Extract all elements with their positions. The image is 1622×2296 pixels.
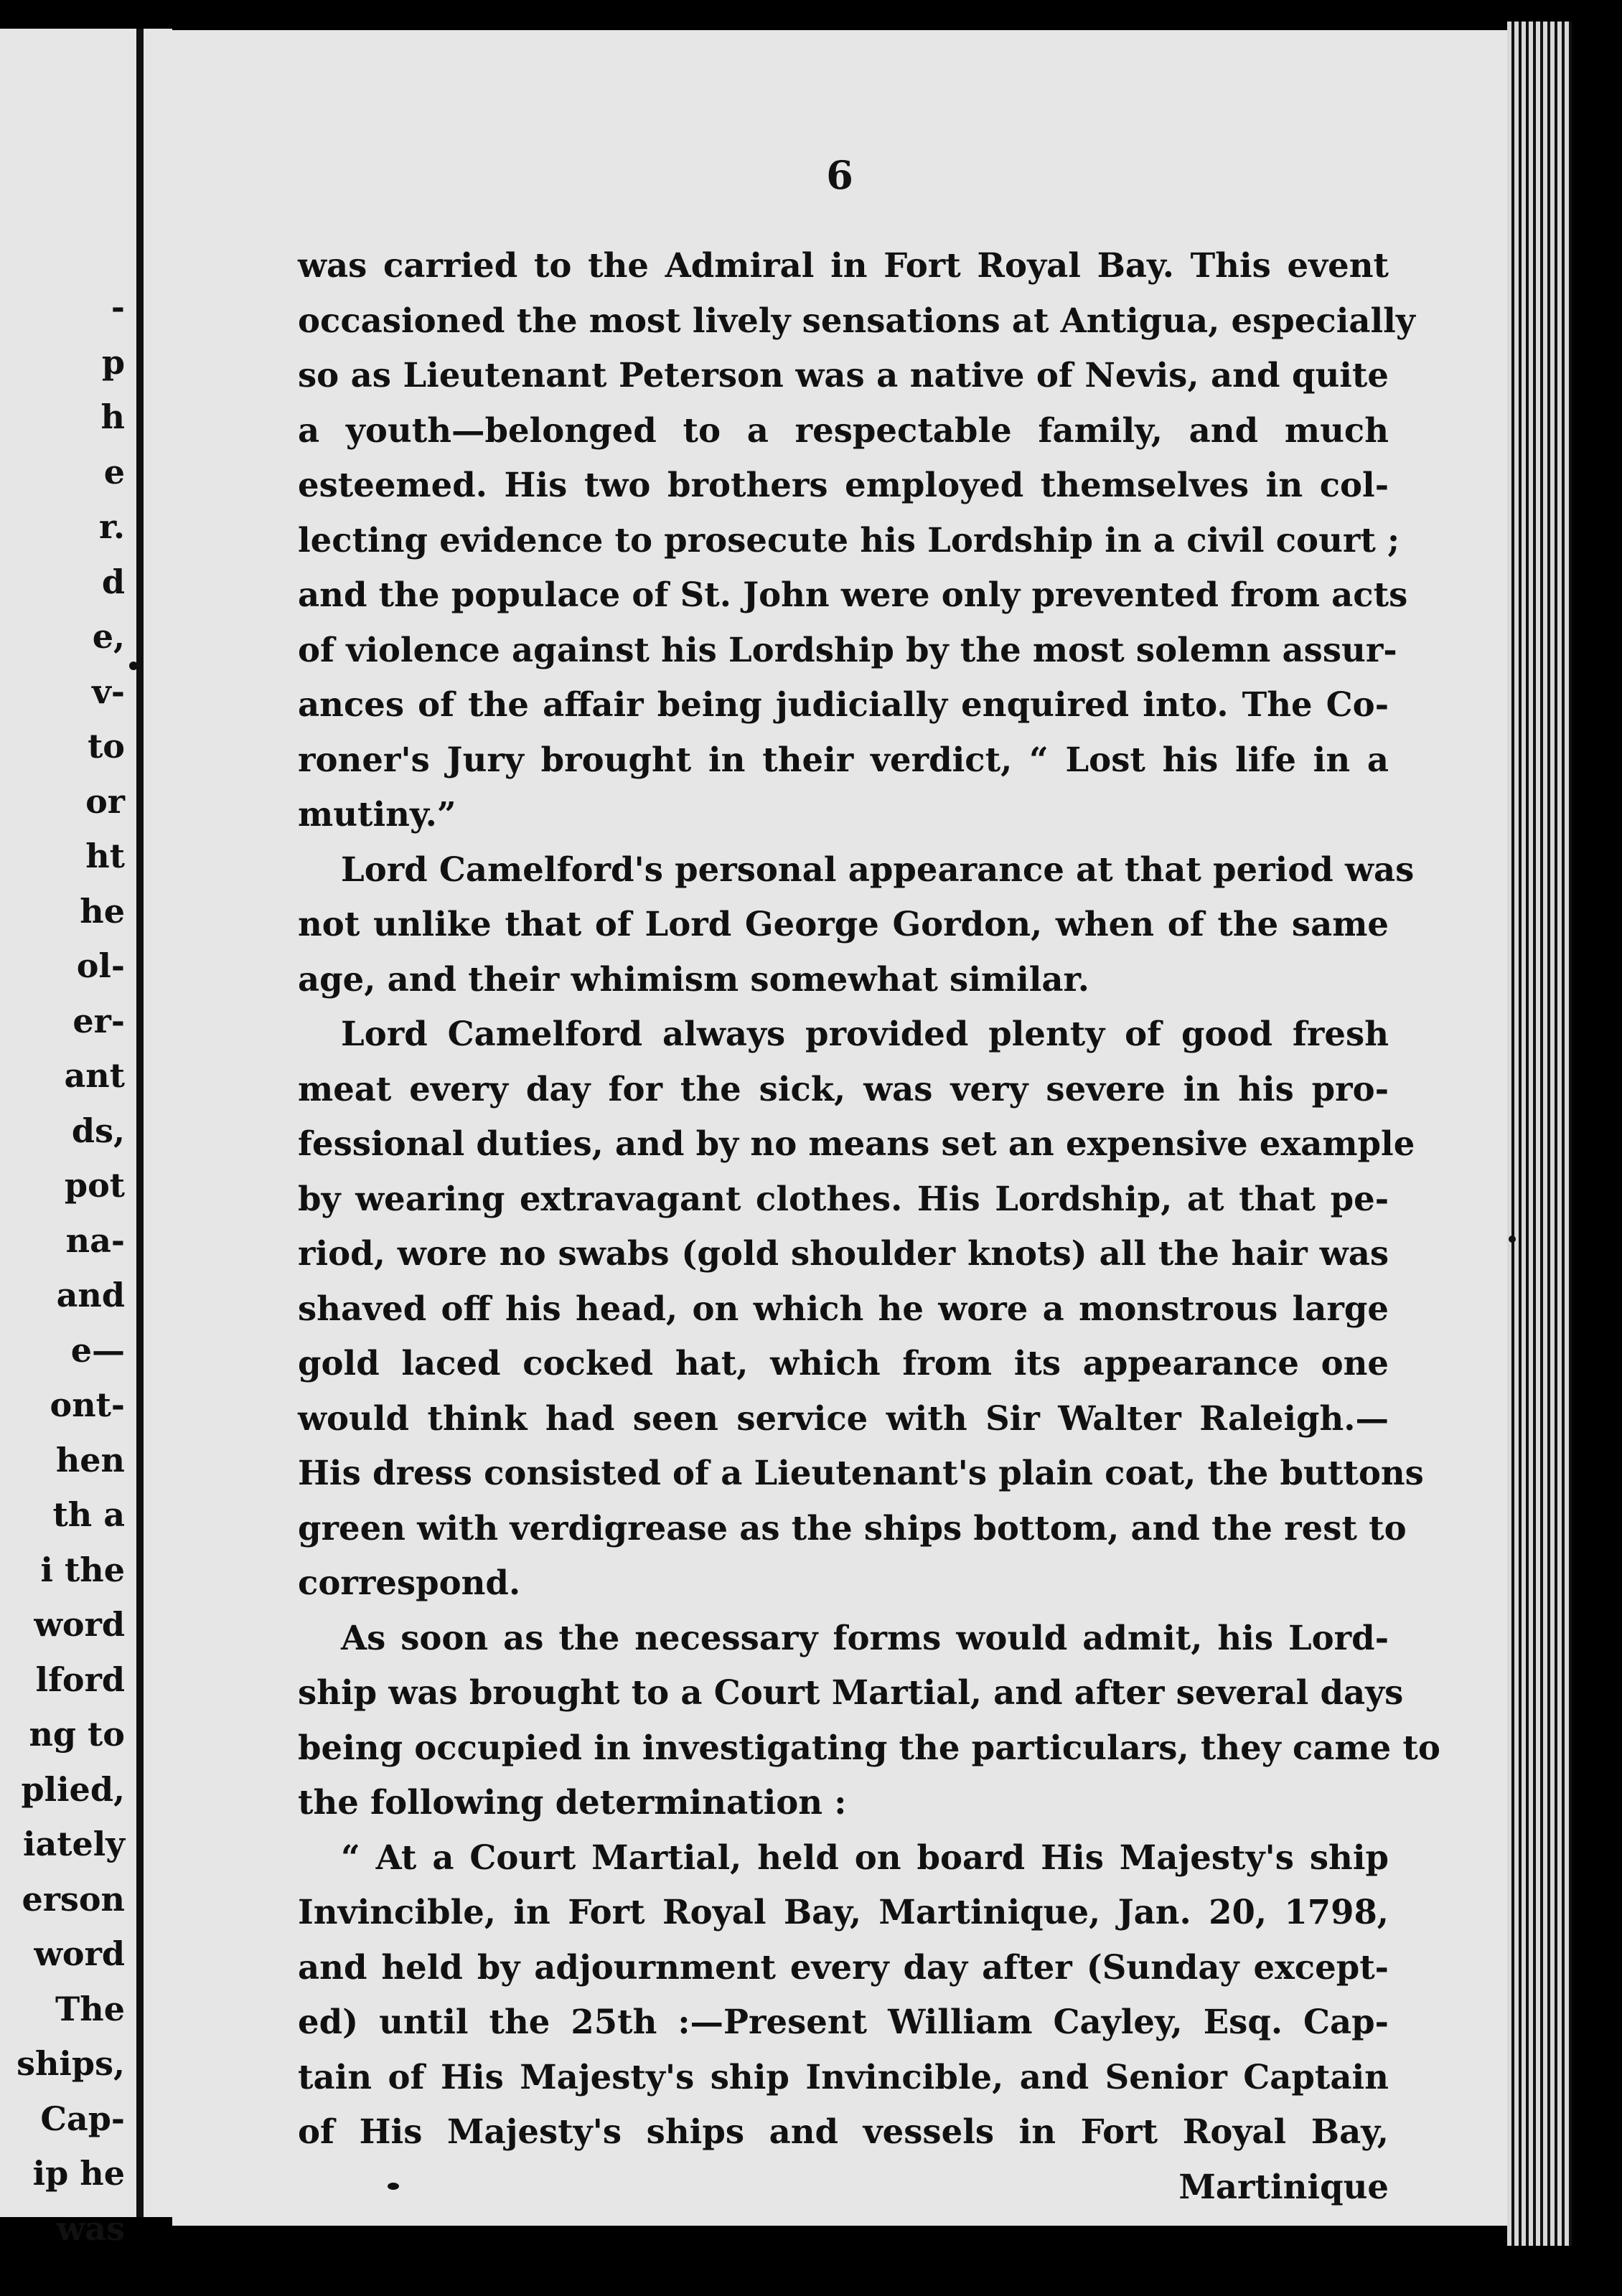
text-line: would think had seen service with Sir Walter Raleigh.— bbox=[298, 1398, 1389, 1438]
left-page-line: he bbox=[80, 891, 125, 931]
text-line: fessional duties, and by no means set an expensive example bbox=[298, 1124, 1415, 1163]
left-page-line: v- bbox=[92, 672, 125, 711]
paragraph bbox=[298, 1611, 1440, 1830]
left-page-line: p bbox=[101, 342, 125, 382]
page-edges bbox=[1507, 22, 1572, 2246]
left-page-line: ships, bbox=[17, 2044, 125, 2083]
text-line: ed) until the 25th :—Present William Cayley, Esq. Cap- bbox=[298, 2002, 1389, 2041]
paragraph bbox=[298, 842, 1415, 1007]
left-page-line: iately bbox=[23, 1825, 125, 1863]
text-line: His dress consisted of a Lieutenant's plain coat, the buttons bbox=[298, 1453, 1424, 1492]
left-page-line: - bbox=[111, 288, 125, 326]
text-line: ship was brought to a Court Martial, and after several days bbox=[298, 1672, 1404, 1712]
text-line: mutiny.” bbox=[298, 794, 456, 834]
left-page-line: pot bbox=[64, 1166, 125, 1205]
left-page-line: er- bbox=[72, 1001, 125, 1040]
left-page-line: h bbox=[100, 397, 125, 436]
text-line: occasioned the most lively sensations at Antigua, especially bbox=[298, 300, 1415, 340]
left-page-line: r. bbox=[98, 507, 125, 546]
text-line: and the populace of St. John were only prevented from acts bbox=[298, 575, 1408, 614]
left-page-line: Cap- bbox=[40, 2099, 125, 2138]
text-line: tain of His Majesty's ship Invincible, and Senior Captain bbox=[298, 2056, 1389, 2097]
left-page-line: hen bbox=[55, 1440, 125, 1479]
left-page-line: The bbox=[55, 1989, 125, 2028]
text-line: meat every day for the sick, was very severe in his pro- bbox=[298, 1068, 1389, 1109]
page-number: 6 bbox=[826, 152, 853, 198]
text-line: a youth—belonged to a respectable family, and much bbox=[298, 410, 1389, 450]
text-line: and held by adjournment every day after (Sunday except- bbox=[298, 1947, 1389, 1987]
left-page-line: th a bbox=[52, 1495, 125, 1534]
text-line: was carried to the Admiral in Fort Royal Bay. This event bbox=[298, 245, 1389, 285]
paragraph bbox=[298, 1830, 1389, 2160]
left-page-line: plied, bbox=[21, 1769, 125, 1809]
left-page-line: e, bbox=[92, 617, 125, 656]
ink-speck bbox=[129, 662, 138, 670]
left-page-line: d bbox=[101, 562, 125, 601]
left-page-line: or bbox=[85, 781, 125, 821]
left-page-line: erson bbox=[22, 1879, 125, 1919]
left-page-line: ant bbox=[64, 1056, 125, 1095]
text-line: not unlike that of Lord George Gordon, when of the same bbox=[298, 904, 1389, 944]
left-page-line: word bbox=[34, 1934, 125, 1973]
text-line: ances of the affair being judicially enquired into. The Co- bbox=[298, 684, 1389, 724]
text-line: age, and their whimism somewhat similar. bbox=[298, 959, 1089, 999]
text-line: green with verdigrease as the ships bottom, and the rest to bbox=[298, 1507, 1407, 1548]
left-page-line: lford bbox=[35, 1660, 125, 1699]
left-page-fragment bbox=[0, 29, 172, 2248]
ink-speck bbox=[388, 2183, 399, 2190]
text-line: so as Lieutenant Peterson was a native of Nevis, and quite bbox=[298, 355, 1389, 395]
text-line: shaved off his head, on which he wore a monstrous large bbox=[298, 1288, 1389, 1328]
left-page-line: and bbox=[56, 1276, 125, 1314]
text-line: roner's Jury brought in their verdict, “ Lost his life in a bbox=[298, 739, 1389, 779]
text-line: the following determination : bbox=[298, 1782, 847, 1822]
left-page-line: ont- bbox=[50, 1385, 125, 1424]
left-page-line: e— bbox=[70, 1330, 125, 1370]
text-line: Lord Camelford always provided plenty of good fresh bbox=[341, 1014, 1389, 1053]
left-page-line: to bbox=[88, 727, 125, 766]
left-page-line: na- bbox=[65, 1220, 125, 1260]
text-line: gold laced cocked hat, which from its appearance one bbox=[298, 1343, 1389, 1383]
text-line: by wearing extravagant clothes. His Lordship, at that pe- bbox=[298, 1178, 1389, 1218]
left-page-line: word bbox=[34, 1605, 125, 1644]
text-line: riod, wore no swabs (gold shoulder knots) all the hair was bbox=[298, 1233, 1389, 1273]
text-line: esteemed. His two brothers employed themselves in col- bbox=[298, 465, 1389, 504]
left-page-line: was bbox=[56, 2208, 125, 2248]
text-line: lecting evidence to prosecute his Lordship in a civil court ; bbox=[298, 519, 1400, 560]
left-page-line-endings bbox=[0, 280, 125, 2256]
text-line: of violence against his Lordship by the most solemn assur- bbox=[298, 629, 1397, 669]
left-page-line: ng to bbox=[29, 1715, 125, 1754]
text-line: correspond. bbox=[298, 1563, 521, 1602]
paragraph bbox=[298, 1007, 1424, 1611]
left-page-line: i the bbox=[40, 1550, 125, 1589]
left-page-line: ht bbox=[85, 837, 125, 875]
page-text bbox=[298, 238, 1440, 2214]
left-page-line: e bbox=[103, 452, 125, 491]
paragraph bbox=[298, 238, 1415, 842]
ink-speck bbox=[1509, 1236, 1516, 1243]
right-page bbox=[172, 30, 1507, 2226]
text-line: of His Majesty's ships and vessels in Fort Royal Bay, bbox=[298, 2112, 1389, 2151]
left-page-line: ds, bbox=[71, 1111, 125, 1150]
text-line: Lord Camelford's personal appearance at that period was bbox=[341, 849, 1415, 889]
text-line: As soon as the necessary forms would admit, his Lord- bbox=[341, 1617, 1389, 1657]
catchword: Martinique bbox=[1178, 2166, 1389, 2206]
left-page-line: ip he bbox=[32, 2154, 125, 2193]
text-line: “ At a Court Martial, held on board His Majesty's ship bbox=[341, 1837, 1389, 1877]
left-page-gutter bbox=[136, 29, 144, 2217]
text-line: Invincible, in Fort Royal Bay, Martinique, Jan. 20, 1798, bbox=[298, 1892, 1389, 1932]
text-line: being occupied in investigating the particulars, they came to bbox=[298, 1727, 1440, 1767]
left-page-line: ol- bbox=[76, 946, 125, 985]
